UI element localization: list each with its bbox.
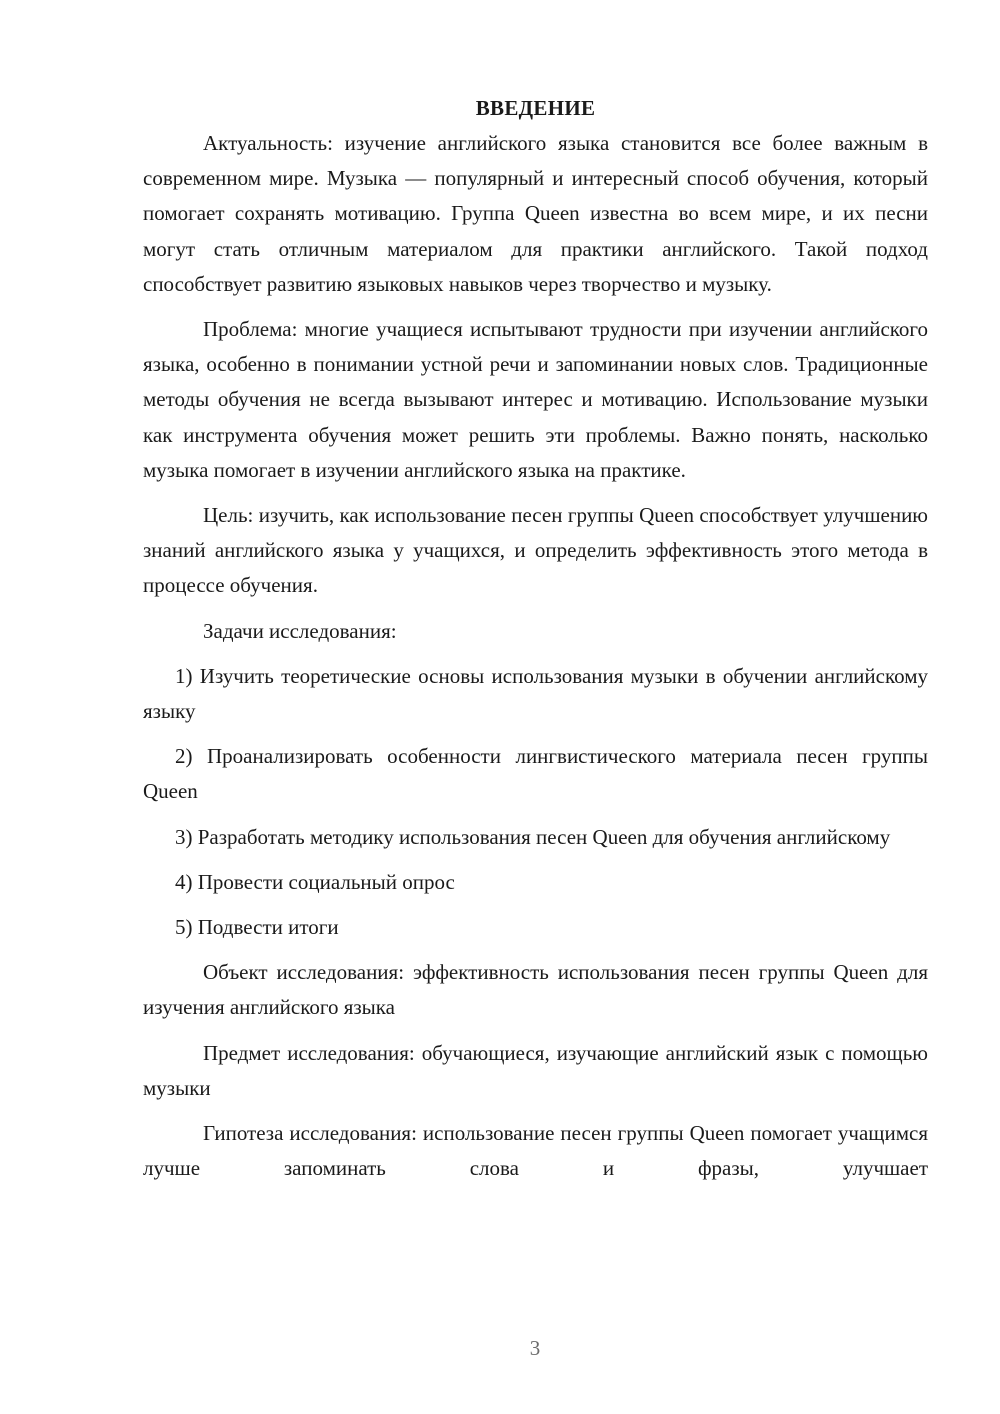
relevance-paragraph: Актуальность: изучение английского языка становится все более важным в современном мире. Музыка — популярный и интересный способ обучения, который помогает сохранять мотивацию. Группа Queen известна во всем мире, и их песни могут стать отличным материалом для практики английского. Такой подход способствует развитию языковых навыков через творчество и музыку. (143, 131, 928, 296)
task-item: 2) Проанализировать особенности лингвистического материала песен группы Queen (143, 744, 928, 804)
page-number: 3 (529, 1336, 541, 1360)
task-item: 3) Разработать методику использования песен Queen для обучения английскому (175, 824, 891, 849)
research-subject-paragraph: Предмет исследования: обучающиеся, изучающие английский язык с помощью музыки (143, 1040, 928, 1100)
hypothesis-paragraph: Гипотеза исследования: использование песен группы Queen помогает учащимся лучше запоминать слова и фразы, улучшает (143, 1121, 928, 1181)
task-item: 5) Подвести итоги (175, 915, 339, 940)
tasks-heading: Задачи исследования: (203, 618, 397, 643)
research-object-paragraph: Объект исследования: эффективность использования песен группы Queen для изучения английского языка (143, 960, 928, 1020)
problem-paragraph: Проблема: многие учащиеся испытывают трудности при изучении английского языка, особенно в понимании устной речи и запоминании новых слов. Традиционные методы обучения не всегда вызывают интерес и мотивацию. Использование музыки как инструмента обучения может решить эти проблемы. Важно понять, насколько музыка помогает в изучении английского языка на практике. (143, 317, 928, 482)
task-item: 1) Изучить теоретические основы использования музыки в обучении английскому языку (143, 663, 928, 724)
task-item: 4) Провести социальный опрос (175, 869, 455, 894)
goal-paragraph: Цель: изучить, как использование песен группы Queen способствует улучшению знаний английского языка у учащихся, и определить эффективность этого метода в процессе обучения. (143, 503, 928, 598)
page-content (143, 91, 928, 1196)
section-title: ВВЕДЕНИЕ (475, 96, 596, 120)
